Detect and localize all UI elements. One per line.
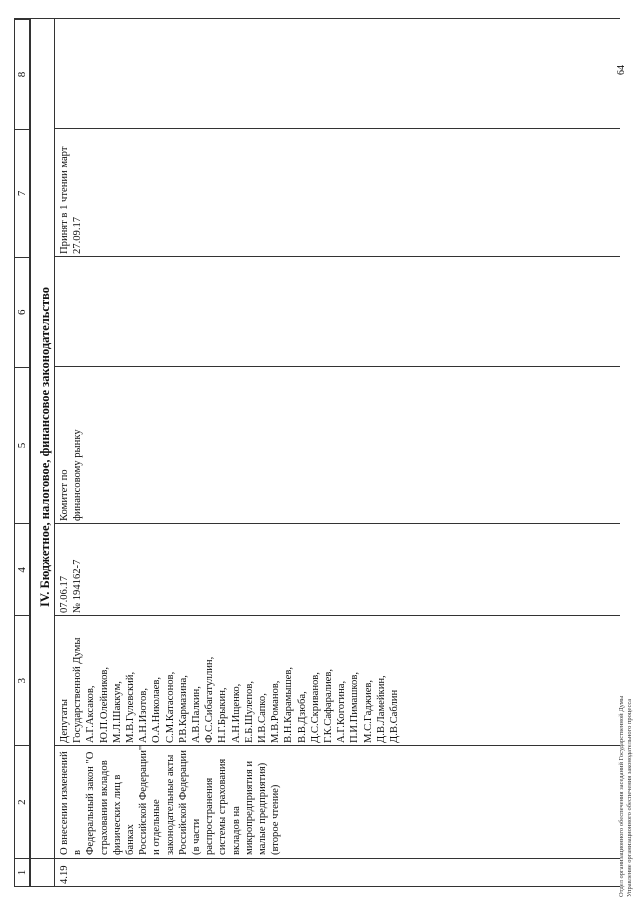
bill-title: О внесении изменений в Федеральный закон "О страховании вкладов физических лиц в банках Российской Федерации" и отдельные законодательные акты Российской Федерации (в части распространения системы страхования вкладов на микропредприятия и малые предприятия) (второе чтение) xyxy=(59,745,282,855)
column-number-3: 3 xyxy=(15,616,31,746)
col-divider-7 xyxy=(54,128,620,129)
col-divider-1 xyxy=(29,858,620,859)
page-number: 64 xyxy=(616,65,627,75)
section-title: IV. Бюджетное, налоговое, финансовое законодательство xyxy=(38,286,52,608)
legislation-table xyxy=(14,19,620,887)
right-border xyxy=(14,18,620,19)
column-number-1: 1 xyxy=(15,859,31,887)
col-divider-4 xyxy=(54,523,620,524)
column-number-4: 4 xyxy=(15,524,31,616)
bill-authors: Депутаты Государственной Думы А.Г.Аксаков, Ю.П.Олейников, М.Л.Шаккум, М.В.Гулевский, А.Н.Изотов, О.А.Николаев, С.М.Катасонов, Р.В.Кармазина, А.В.Палкин, Ф.С.Сибагатуллин, Н.Г.Брыкин, А.Н.Ищенко, Е.Б.Шулепов, И.В.Сапко, М.В.Романов, В.Н.Карамышев, В.В.Дзюба, Д.С.Скриванов, Г.К.Сафаралиев, А.Г.Когогина, П.И.Пимашков, М.С.Гаджиев, Д.В.Ламейкин, Д.В.Саблин xyxy=(59,637,401,743)
column-number-7: 7 xyxy=(15,129,31,257)
row-number: 4.19 xyxy=(59,865,70,884)
section-divider xyxy=(54,19,55,887)
bill-date-number: 07.06.17 № 194162-7 xyxy=(59,559,84,613)
column-number-6: 6 xyxy=(15,257,31,367)
footer-department: Отдел организационного обеспечения заседаний Государственной Думы Управление организационного обеспечения законодательного процесса xyxy=(618,695,633,897)
column-number-5: 5 xyxy=(15,367,31,524)
column-number-8: 8 xyxy=(15,20,31,130)
col-divider-5 xyxy=(54,366,620,367)
reading-status: Принят в 1 чтении март 27.09.17 xyxy=(59,146,84,254)
column-number-2: 2 xyxy=(15,746,31,859)
header-divider xyxy=(29,19,30,887)
col-divider-6 xyxy=(54,256,620,257)
left-border xyxy=(14,886,620,887)
responsible-committee: Комитет по финансовому рынку xyxy=(59,429,84,521)
